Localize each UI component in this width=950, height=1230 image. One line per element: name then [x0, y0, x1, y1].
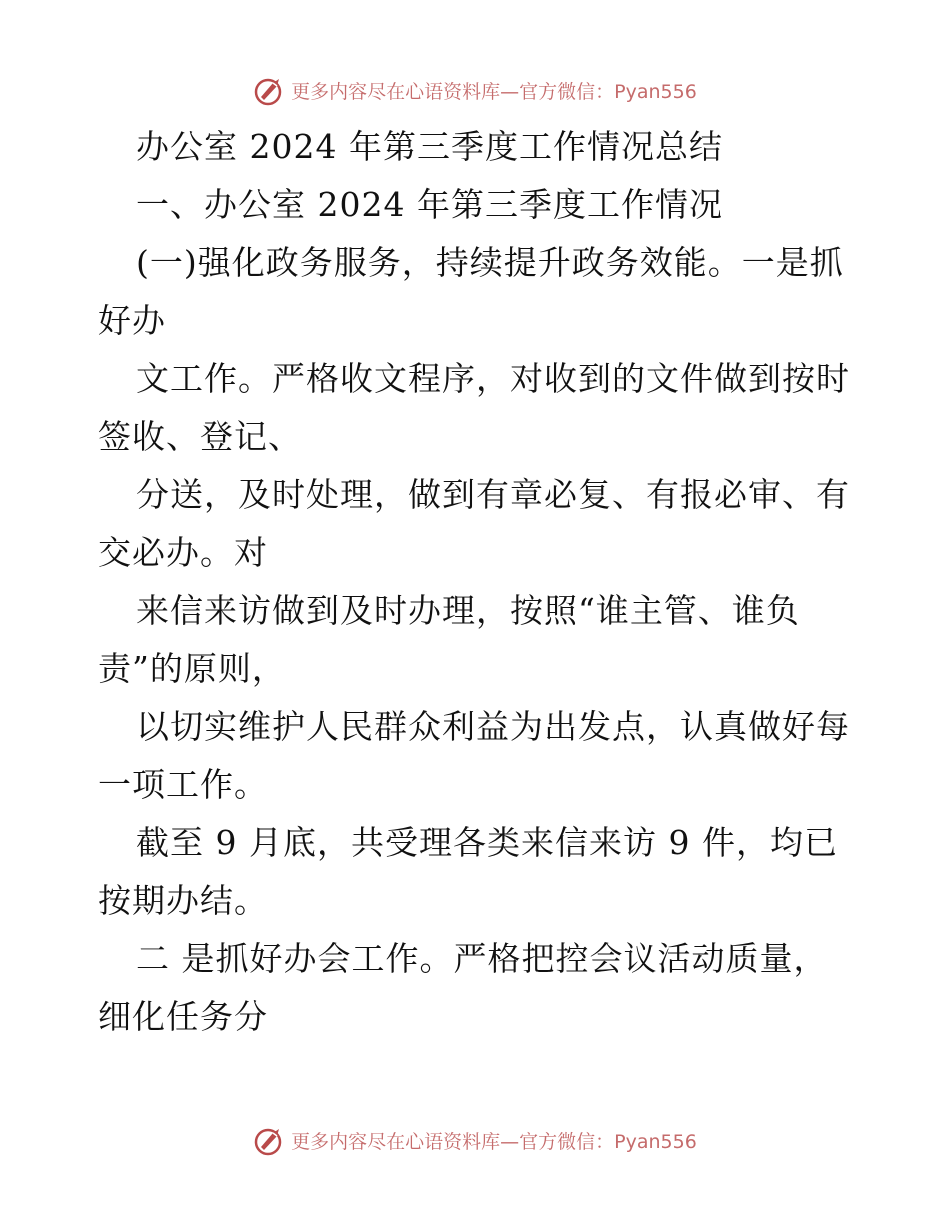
document-body	[98, 118, 858, 1046]
text-line: 按期办结。	[98, 881, 268, 920]
footer-watermark	[0, 1120, 950, 1160]
text-line: 细化任务分	[98, 997, 268, 1036]
text-line: 分送，及时处理，做到有章必复、有报必审、有	[136, 475, 850, 514]
pen-nib-logo-icon	[253, 73, 287, 107]
text-line: 文工作。严格收文程序，对收到的文件做到按时	[136, 359, 850, 398]
text-line: 来信来访做到及时办理，按照“谁主管、谁负	[136, 591, 800, 630]
text-line: 责”的原则，	[98, 649, 286, 688]
text-line: 一、办公室 2024 年第三季度工作情况	[136, 185, 723, 224]
watermark-text: 更多内容尽在心语资料库—官方微信：Pyan556	[291, 80, 697, 103]
text-line: 截至 9 月底，共受理各类来信来访 9 件，均已	[136, 823, 838, 862]
text-line: (一)强化政务服务，持续提升政务效能。一是抓	[136, 243, 844, 282]
text-line: 以切实维护人民群众利益为出发点，认真做好每	[136, 707, 850, 746]
text-line: 签收、登记、	[98, 417, 302, 456]
text-line: 二 是抓好办会工作。严格把控会议活动质量，	[136, 939, 828, 978]
text-line: 办公室 2024 年第三季度工作情况总结	[136, 127, 723, 166]
pen-nib-logo-icon	[253, 1123, 287, 1157]
header-watermark	[0, 70, 950, 110]
text-line: 交必办。对	[98, 533, 268, 572]
watermark-text: 更多内容尽在心语资料库—官方微信：Pyan556	[291, 1130, 697, 1153]
text-line: 一项工作。	[98, 765, 268, 804]
text-line: 好办	[98, 301, 166, 340]
